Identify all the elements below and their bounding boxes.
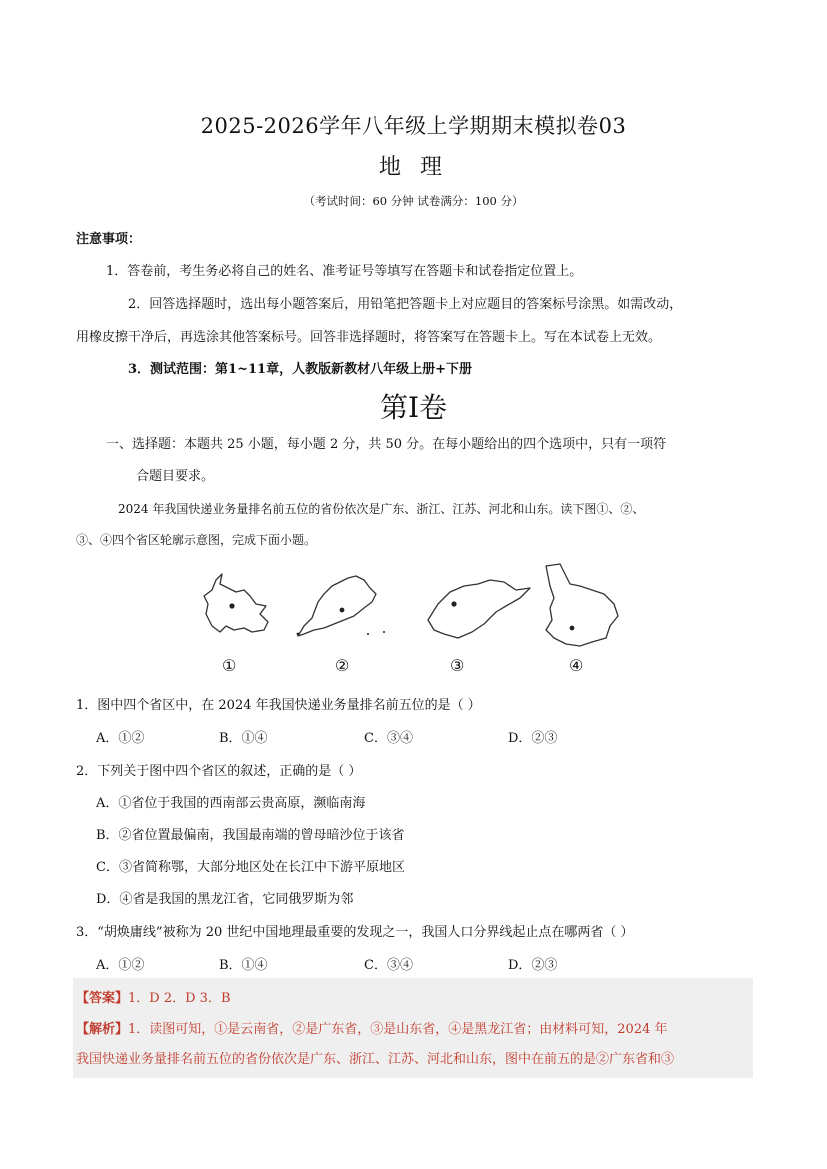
- province-outline-3: [428, 580, 530, 638]
- province-capital-2: [340, 608, 345, 613]
- figure-label-4: ④: [569, 656, 584, 675]
- island-dot: [297, 633, 300, 636]
- question-3-option-b[interactable]: B．①④: [219, 958, 268, 973]
- note-item-3: 3．测试范围：第1~11章，人教版新教材八年级上册+下册: [128, 362, 472, 377]
- exam-title: 2025-2026学年八年级上学期期末模拟卷03: [200, 114, 627, 138]
- analysis-text-cont: 我国快递业务量排名前五位的省份依次是广东、浙江、江苏、河北和山东，图中在前五的是②广东省和③: [76, 1052, 675, 1067]
- question-1-option-d[interactable]: D．②③: [508, 731, 558, 746]
- province-outline-figure: [200, 560, 625, 682]
- answer-line: [76, 987, 231, 1006]
- province-capital-4: [570, 626, 575, 631]
- answer-text: 1．D 2．D 3．B: [128, 991, 231, 1006]
- province-capital-3: [451, 601, 456, 606]
- question-1-option-a[interactable]: A．①②: [96, 731, 145, 746]
- section-intro: 一、选择题：本题共 25 小题，每小题 2 分，共 50 分。在每小题给出的四个选项中，只有一项符: [106, 437, 667, 452]
- question-3-stem: 3．“胡焕庸线”被称为 20 世纪中国地理最重要的发现之一，我国人口分界线起止点在哪两省（ ）: [76, 925, 634, 940]
- note-item-1: 1．答卷前，考生务必将自己的姓名、准考证号等填写在答题卡和试卷指定位置上。: [106, 264, 583, 279]
- material-text-cont: ③、④四个省区轮廓示意图，完成下面小题。: [76, 533, 317, 547]
- answer-tag: 【答案】: [76, 991, 129, 1006]
- question-2-option-b[interactable]: B．②省位置最偏南，我国最南端的曾母暗沙位于该省: [96, 828, 405, 843]
- province-capital-1: [229, 603, 234, 608]
- question-2-option-c[interactable]: C．③省简称鄂，大部分地区处在长江中下游平原地区: [96, 860, 405, 875]
- question-1-option-b[interactable]: B．①④: [219, 731, 268, 746]
- province-outline-1: [204, 574, 268, 632]
- question-3-option-d[interactable]: D．②③: [508, 958, 558, 973]
- subject-title: 地 理: [379, 155, 448, 180]
- question-1-option-c[interactable]: C．③④: [364, 731, 413, 746]
- question-2-stem: 2．下列关于图中四个省区的叙述，正确的是（ ）: [76, 764, 362, 779]
- exam-meta: （考试时间：60 分钟 试卷满分：100 分）: [303, 194, 524, 208]
- analysis-tag: 【解析】: [76, 1022, 129, 1037]
- question-2-option-a[interactable]: A．①省位于我国的西南部云贵高原，濒临南海: [96, 796, 366, 811]
- figure-label-1: ①: [222, 656, 237, 675]
- question-2-option-d[interactable]: D．④省是我国的黑龙江省，它同俄罗斯为邻: [96, 892, 354, 907]
- question-3-option-c[interactable]: C．③④: [364, 958, 413, 973]
- island-dot: [383, 631, 385, 633]
- island-dot: [367, 633, 369, 635]
- material-text: 2024 年我国快递业务量排名前五位的省份依次是广东、浙江、江苏、河北和山东。读下图①、②、: [118, 502, 645, 516]
- figure-label-3: ③: [450, 656, 465, 675]
- section-title: 第Ⅰ卷: [379, 391, 448, 424]
- question-3-option-a[interactable]: A．①②: [96, 958, 145, 973]
- figure-label-2: ②: [335, 656, 350, 675]
- note-item-2-cont: 用橡皮擦干净后，再选涂其他答案标号。回答非选择题时，将答案写在答题卡上。写在本试卷上无效。: [76, 330, 662, 345]
- analysis-line: [76, 1018, 668, 1037]
- question-1-stem: 1．图中四个省区中，在 2024 年我国快递业务量排名前五位的是（ ）: [76, 698, 481, 713]
- province-outline-4: [546, 564, 618, 646]
- note-item-2: 2．回答选择题时，选出每小题答案后，用铅笔把答题卡上对应题目的答案标号涂黑。如需改动，: [128, 297, 683, 312]
- province-outline-2: [298, 576, 376, 636]
- analysis-text: 1．读图可知，①是云南省，②是广东省，③是山东省，④是黑龙江省；由材料可知，2024 年: [128, 1022, 668, 1037]
- notes-heading: 注意事项：: [76, 232, 142, 247]
- section-intro-cont: 合题目要求。: [136, 469, 215, 484]
